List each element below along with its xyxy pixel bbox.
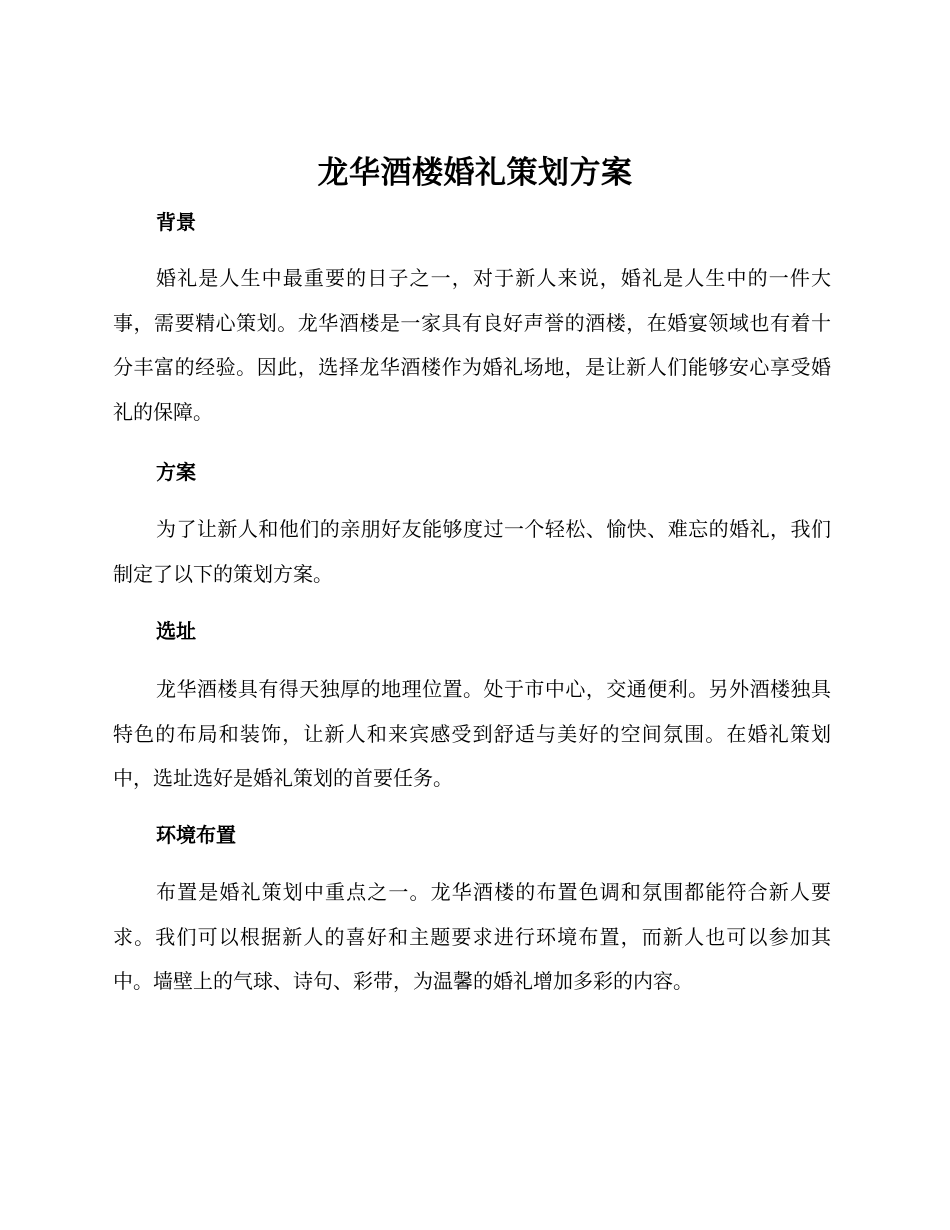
section-body-plan: 为了让新人和他们的亲朋好友能够度过一个轻松、愉快、难忘的婚礼，我们制定了以下的策划方案。: [113, 517, 831, 586]
section-body-background: 婚礼是人生中最重要的日子之一，对于新人来说，婚礼是人生中的一件大事，需要精心策划。龙华酒楼是一家具有良好声誉的酒楼，在婚宴领域也有着十分丰富的经验。因此，选择龙华酒楼作为婚礼场地，是让新人们能够安心享受婚礼的保障。: [113, 266, 831, 424]
section-body-location: 龙华酒楼具有得天独厚的地理位置。处于市中心，交通便利。另外酒楼独具特色的布局和装饰，让新人和来宾感受到舒适与美好的空间氛围。在婚礼策划中，选址选好是婚礼策划的首要任务。: [113, 677, 831, 790]
section-body-decoration: 布置是婚礼策划中重点之一。龙华酒楼的布置色调和氛围都能符合新人要求。我们可以根据新人的喜好和主题要求进行环境布置，而新人也可以参加其中。墙壁上的气球、诗句、彩带，为温馨的婚礼增加多彩的内容。: [113, 880, 831, 993]
section-heading-plan: 方案: [156, 460, 196, 484]
section-heading-location: 选址: [156, 619, 196, 643]
document-title: 龙华酒楼婚礼策划方案: [317, 155, 633, 191]
section-heading-background: 背景: [156, 210, 196, 234]
section-heading-decoration: 环境布置: [156, 823, 236, 847]
